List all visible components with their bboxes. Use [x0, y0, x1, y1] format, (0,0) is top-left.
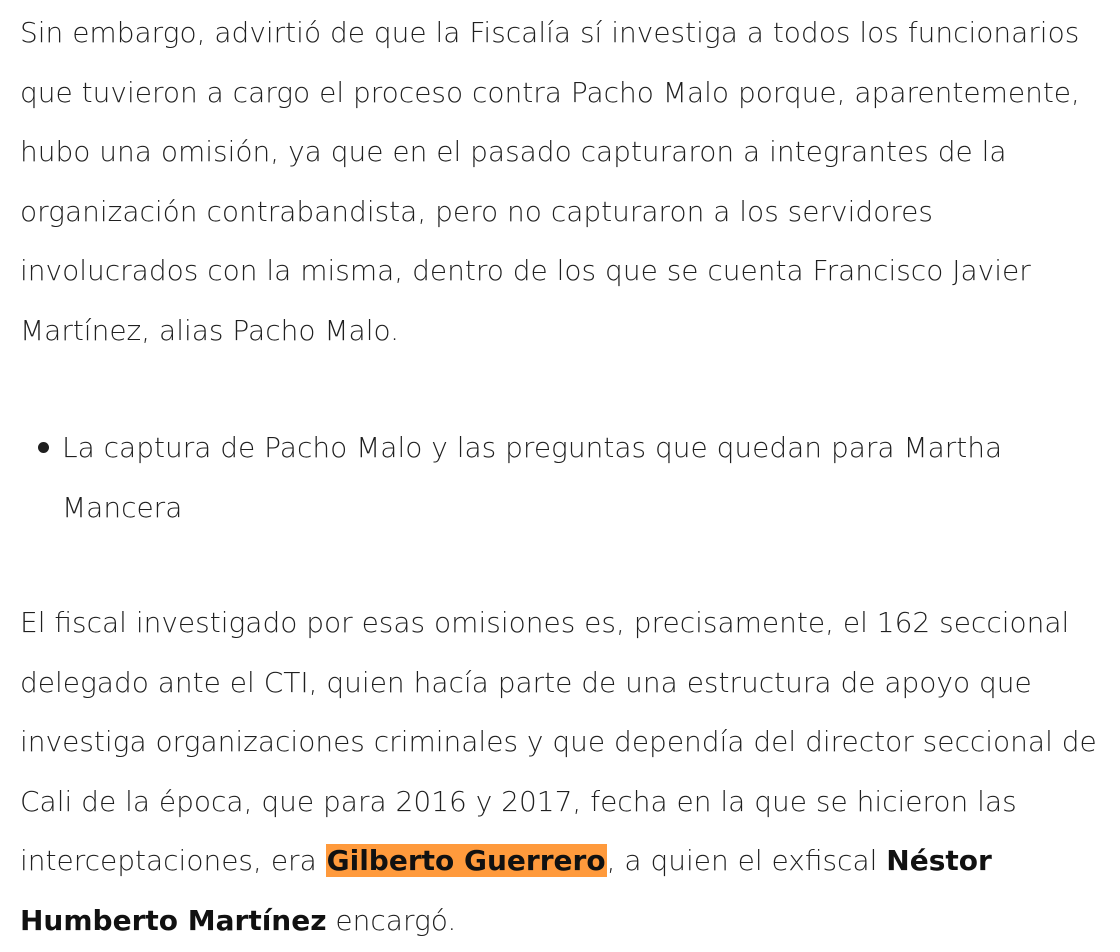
- paragraph-text: El fiscal investigado por esas omisiones es, precisamente, el 162 seccional delegado ante el CTI, quien hacía parte de una estructura de apoyo que investiga organizaciones criminales y que dependía del director seccional de Cali de la época, que para 2016 y 2017, fecha en la que se hicieron las interceptaciones, era: [20, 606, 1097, 877]
- bold-name: Néstor Humberto Martínez: [20, 844, 992, 937]
- related-link[interactable]: La captura de Pacho Malo y las preguntas que quedan para Martha Mancera: [62, 431, 1003, 524]
- related-link-item[interactable]: [62, 418, 1100, 537]
- paragraph-text: encargó.: [326, 903, 457, 937]
- article-paragraph: Sin embargo, advirtió de que la Fiscalía sí investiga a todos los funcionarios que tuvieron a cargo el proceso contra Pacho Malo porque, aparentemente, hubo una omisión, ya que en el pasado capturaron a integrantes de la organización contrabandista, pero no capturaron a los servidores involucrados con la misma, dentro de los que se cuenta Francisco Javier Martínez, alias Pacho Malo.: [20, 16, 1080, 347]
- paragraph-text: , a quien el exfiscal: [606, 844, 887, 877]
- article-body: [20, 3, 1100, 950]
- highlighted-name: Gilberto Guerrero: [326, 844, 606, 877]
- article-paragraph: [20, 593, 1100, 950]
- related-links-list: [20, 418, 1100, 537]
